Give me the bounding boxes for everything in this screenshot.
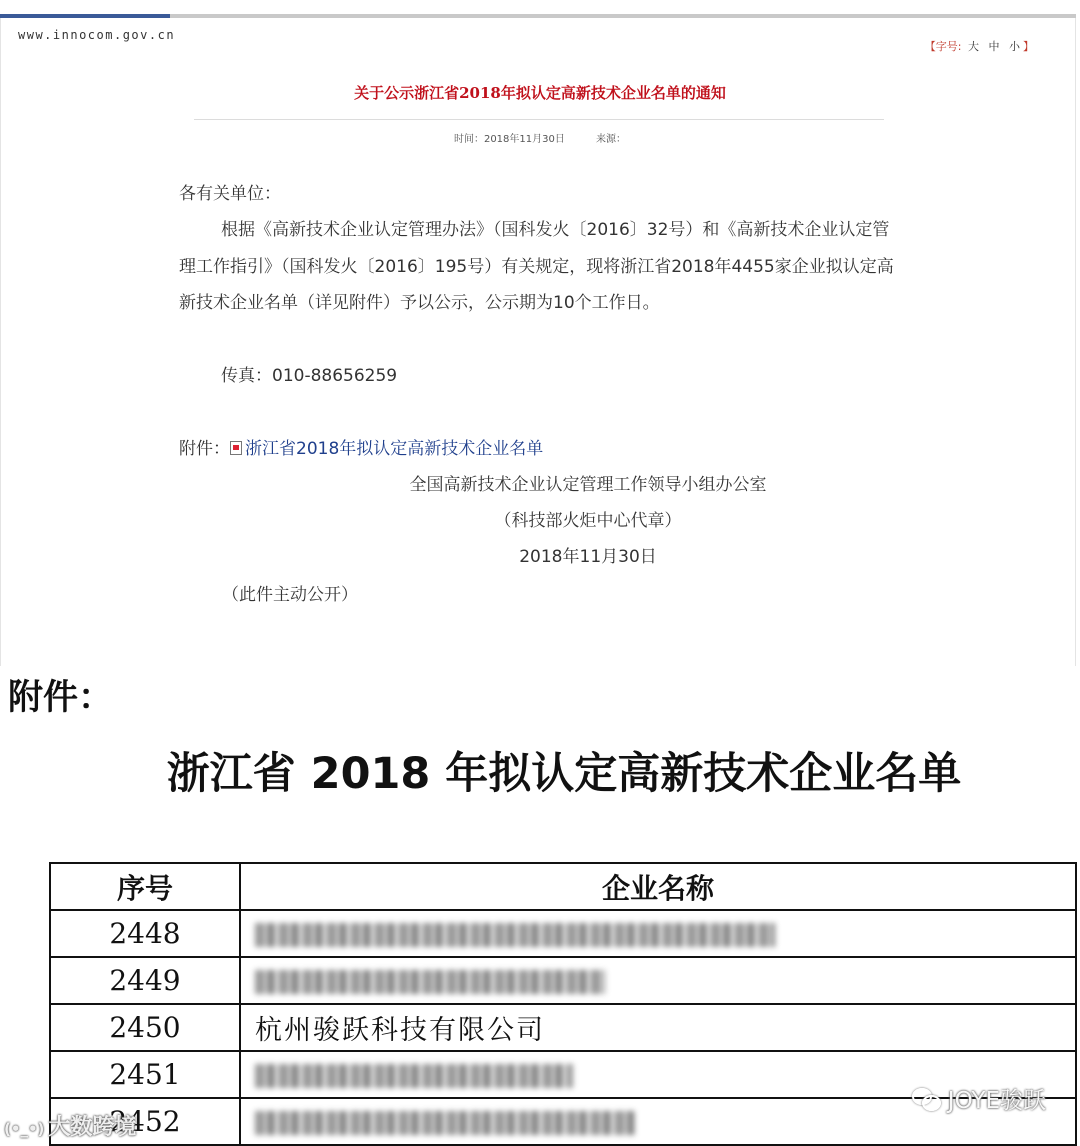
wechat-icon (912, 1088, 942, 1110)
watermark-logo-icon: (•_•) (4, 1120, 45, 1138)
watermark-left (4, 1110, 136, 1141)
row-number: 2450 (50, 1004, 240, 1051)
publish-time: 时间：2018年11月30日 (453, 134, 565, 145)
redacted-text (255, 970, 605, 994)
bracket-close: 】 (1023, 40, 1034, 53)
font-size-switcher (925, 38, 1034, 54)
font-size-medium[interactable]: 中 (988, 40, 1000, 53)
redacted-text (255, 1064, 573, 1088)
notice-meta (0, 130, 1080, 145)
title-divider (194, 119, 884, 120)
attachment-row (179, 431, 543, 467)
row-number: 2452 (50, 1098, 240, 1145)
font-size-label: 字号: (935, 40, 962, 53)
signature-seal: （科技部火炬中心代章） (494, 511, 682, 531)
row-number: 2448 (50, 910, 240, 957)
site-url: www.innocom.gov.cn (18, 28, 176, 42)
attachment-label: 附件： (179, 439, 230, 459)
row-number: 2451 (50, 1051, 240, 1098)
attachment-heading: 附件： (8, 678, 114, 718)
row-number: 2449 (50, 957, 240, 1004)
table-row (50, 957, 1076, 1004)
column-header-company: 企业名称 (240, 863, 1076, 910)
list-title: 浙江省 2018 年拟认定高新技术企业名单 (166, 749, 962, 799)
signature-date: 2018年11月30日 (519, 547, 657, 567)
watermark-left-text: 大数跨境 (48, 1115, 137, 1140)
fax-number: 传真：010-88656259 (221, 366, 398, 386)
redacted-text (255, 1111, 635, 1135)
company-name: 杭州骏跃科技有限公司 (240, 1004, 1076, 1051)
company-name-blurred (240, 957, 1076, 1004)
watermark-right (912, 1082, 1046, 1115)
public-note: （此件主动公开） (222, 585, 358, 605)
font-size-large[interactable]: 大 (968, 40, 979, 53)
notice-title: 关于公示浙江省2018年拟认定高新技术企业名单的通知 (354, 84, 726, 102)
redacted-text (255, 923, 775, 947)
column-header-number: 序号 (50, 863, 240, 910)
signature-office: 全国高新技术企业认定管理工作领导小组办公室 (409, 475, 767, 495)
table-row (50, 910, 1076, 957)
salutation: 各有关单位： (179, 184, 281, 204)
pdf-file-icon (230, 441, 242, 455)
bracket-open: 【 (924, 40, 936, 53)
font-size-small[interactable]: 小 (1009, 40, 1020, 53)
table-header-row (50, 863, 1076, 910)
watermark-right-text: JOYE骏跃 (947, 1088, 1046, 1114)
attachment-link[interactable]: 浙江省2018年拟认定高新技术企业名单 (245, 439, 544, 459)
notice-paragraph: 根据《高新技术企业认定管理办法》（国科发火〔2016〕32号）和《高新技术企业认定管理工作指引》（国科发火〔2016〕195号）有关规定，现将浙江省2018年4455家企业拟认定高新技术企业名单（详见附件）予以公示，公示期为10个工作日。 (179, 220, 894, 313)
source: 来源： (596, 134, 627, 145)
company-name-blurred (240, 910, 1076, 957)
table-row (50, 1004, 1076, 1051)
